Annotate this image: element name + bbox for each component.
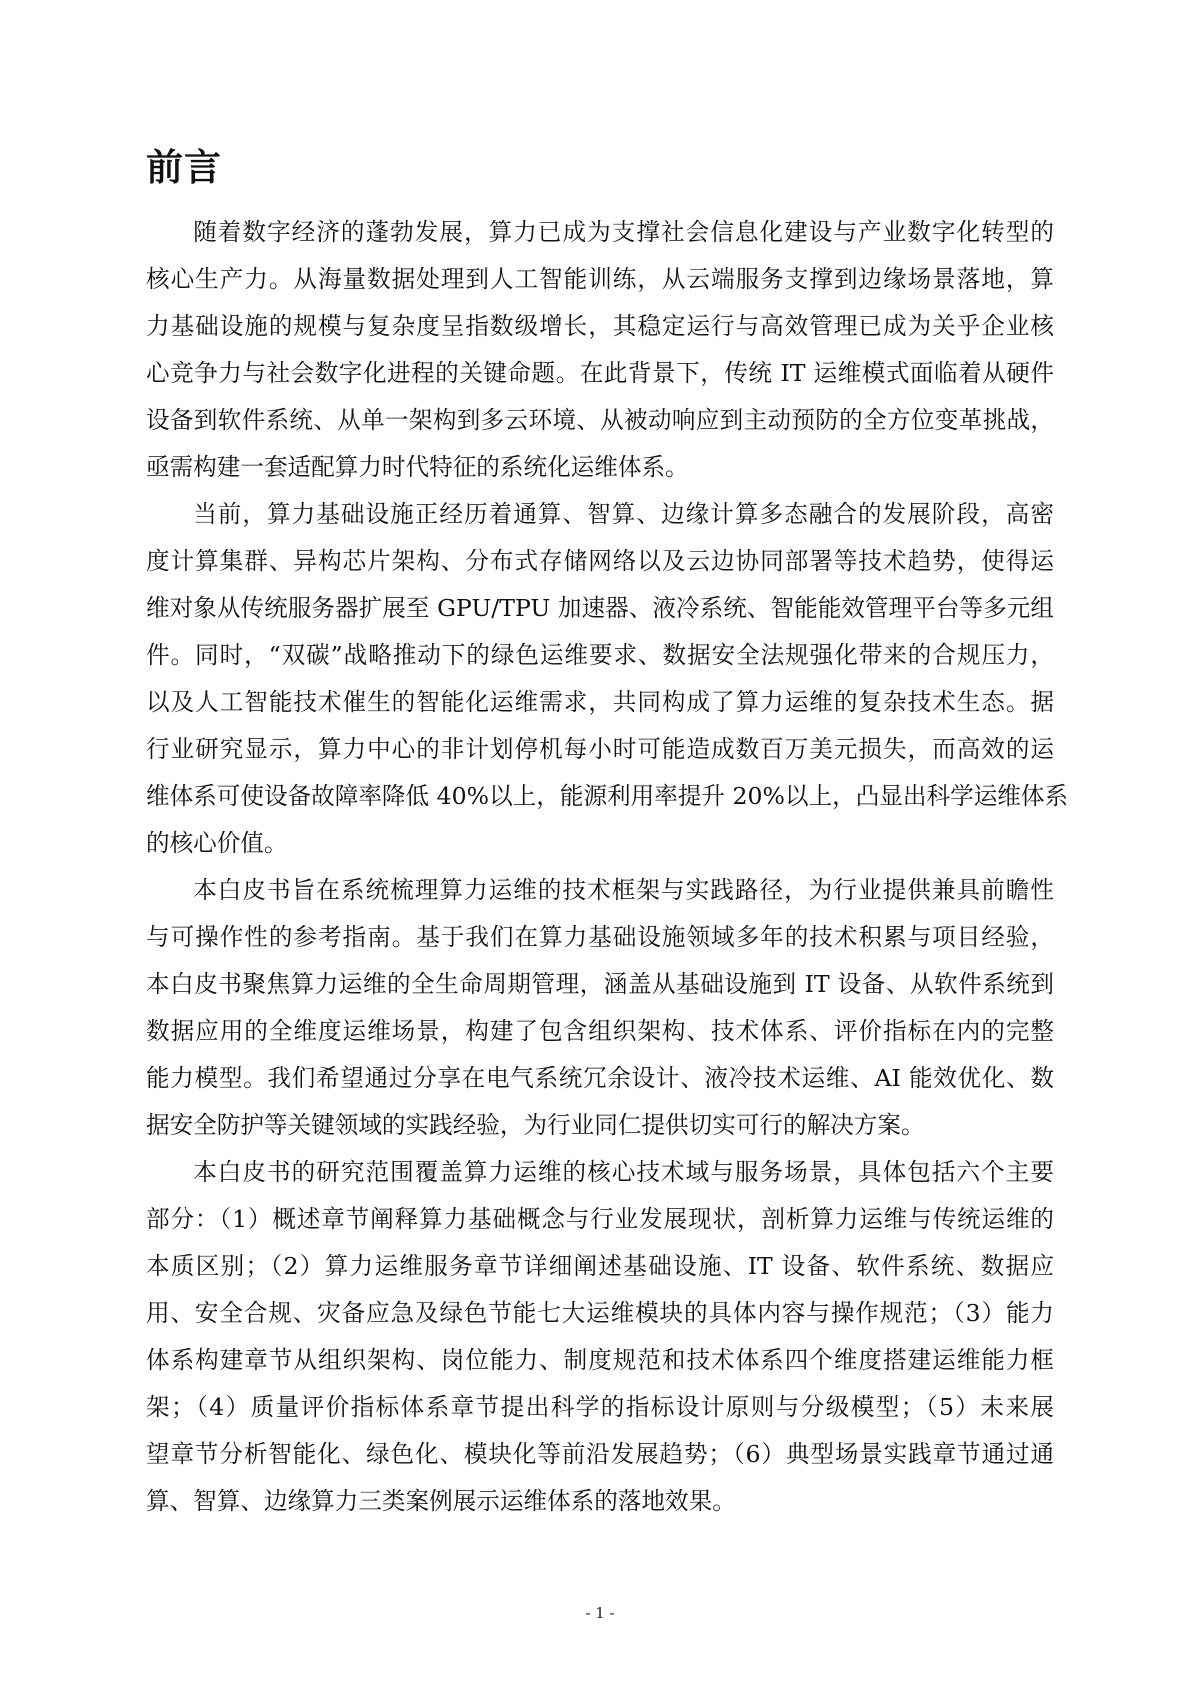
text-line: 维对象从传统服务器扩展至 GPU/TPU 加速器、液冷系统、智能能效管理平台等多元组	[146, 594, 1054, 622]
page-number: - 1 -	[585, 1604, 615, 1622]
text-line: 与可操作性的参考指南。基于我们在算力基础设施领域多年的技术积累与项目经验，	[146, 923, 1054, 951]
text-line: 体系构建章节从组织架构、岗位能力、制度规范和技术体系四个维度搭建运维能力框	[146, 1346, 1054, 1374]
text-line: 亟需构建一套适配算力时代特征的系统化运维体系。	[146, 453, 689, 481]
text-line: 的核心价值。	[146, 829, 288, 857]
text-line: 据安全防护等关键领域的实践经验，为行业同仁提供切实可行的解决方案。	[146, 1111, 925, 1139]
text-line: 行业研究显示，算力中心的非计划停机每小时可能造成数百万美元损失，而高效的运	[146, 735, 1054, 763]
text-line: 维体系可使设备故障率降低 40%以上，能源利用率提升 20%以上，凸显出科学运维体系	[146, 782, 1069, 810]
text-line: 望章节分析智能化、绿色化、模块化等前沿发展趋势；（6）典型场景实践章节通过通	[146, 1440, 1054, 1468]
text-line: 力基础设施的规模与复杂度呈指数级增长，其稳定运行与高效管理已成为关乎企业核	[146, 312, 1054, 340]
paragraph-4	[146, 1149, 1054, 1525]
text-line: 用、安全合规、灾备应急及绿色节能七大运维模块的具体内容与操作规范；（3）能力	[146, 1299, 1054, 1327]
text-line: 数据应用的全维度运维场景，构建了包含组织架构、技术体系、评价指标在内的完整	[146, 1017, 1054, 1045]
text-line: 设备到软件系统、从单一架构到多云环境、从被动响应到主动预防的全方位变革挑战，	[146, 406, 1054, 434]
text-line: 本白皮书的研究范围覆盖算力运维的核心技术域与服务场景，具体包括六个主要	[193, 1158, 1054, 1186]
text-line: 心竞争力与社会数字化进程的关键命题。在此背景下，传统 IT 运维模式面临着从硬件	[146, 359, 1054, 387]
text-line: 本质区别；（2）算力运维服务章节详细阐述基础设施、IT 设备、软件系统、数据应	[146, 1252, 1054, 1280]
text-line: 部分：（1）概述章节阐释算力基础概念与行业发展现状，剖析算力运维与传统运维的	[146, 1205, 1054, 1233]
paragraph-3	[146, 867, 1054, 1149]
text-line: 随着数字经济的蓬勃发展，算力已成为支撑社会信息化建设与产业数字化转型的	[193, 218, 1054, 246]
text-line: 本白皮书聚焦算力运维的全生命周期管理，涵盖从基础设施到 IT 设备、从软件系统到	[146, 970, 1054, 998]
page-title: 前言	[146, 146, 222, 189]
text-line: 度计算集群、异构芯片架构、分布式存储网络以及云边协同部署等技术趋势，使得运	[146, 547, 1054, 575]
text-line: 核心生产力。从海量数据处理到人工智能训练，从云端服务支撑到边缘场景落地，算	[146, 265, 1054, 293]
text-line: 架；（4）质量评价指标体系章节提出科学的指标设计原则与分级模型；（5）未来展	[146, 1393, 1054, 1421]
text-line: 本白皮书旨在系统梳理算力运维的技术框架与实践路径，为行业提供兼具前瞻性	[193, 876, 1054, 904]
paragraph-1	[146, 209, 1054, 491]
text-line: 能力模型。我们希望通过分享在电气系统冗余设计、液冷技术运维、AI 能效优化、数	[146, 1064, 1054, 1092]
text-line: 件。同时，“双碳”战略推动下的绿色运维要求、数据安全法规强化带来的合规压力，	[146, 641, 1054, 669]
text-line: 以及人工智能技术催生的智能化运维需求，共同构成了算力运维的复杂技术生态。据	[146, 688, 1054, 716]
page-content	[146, 143, 1069, 1525]
text-line: 当前，算力基础设施正经历着通算、智算、边缘计算多态融合的发展阶段，高密	[193, 500, 1054, 528]
text-line: 算、智算、边缘算力三类案例展示运维体系的落地效果。	[146, 1487, 736, 1515]
paragraph-2	[146, 491, 1069, 867]
